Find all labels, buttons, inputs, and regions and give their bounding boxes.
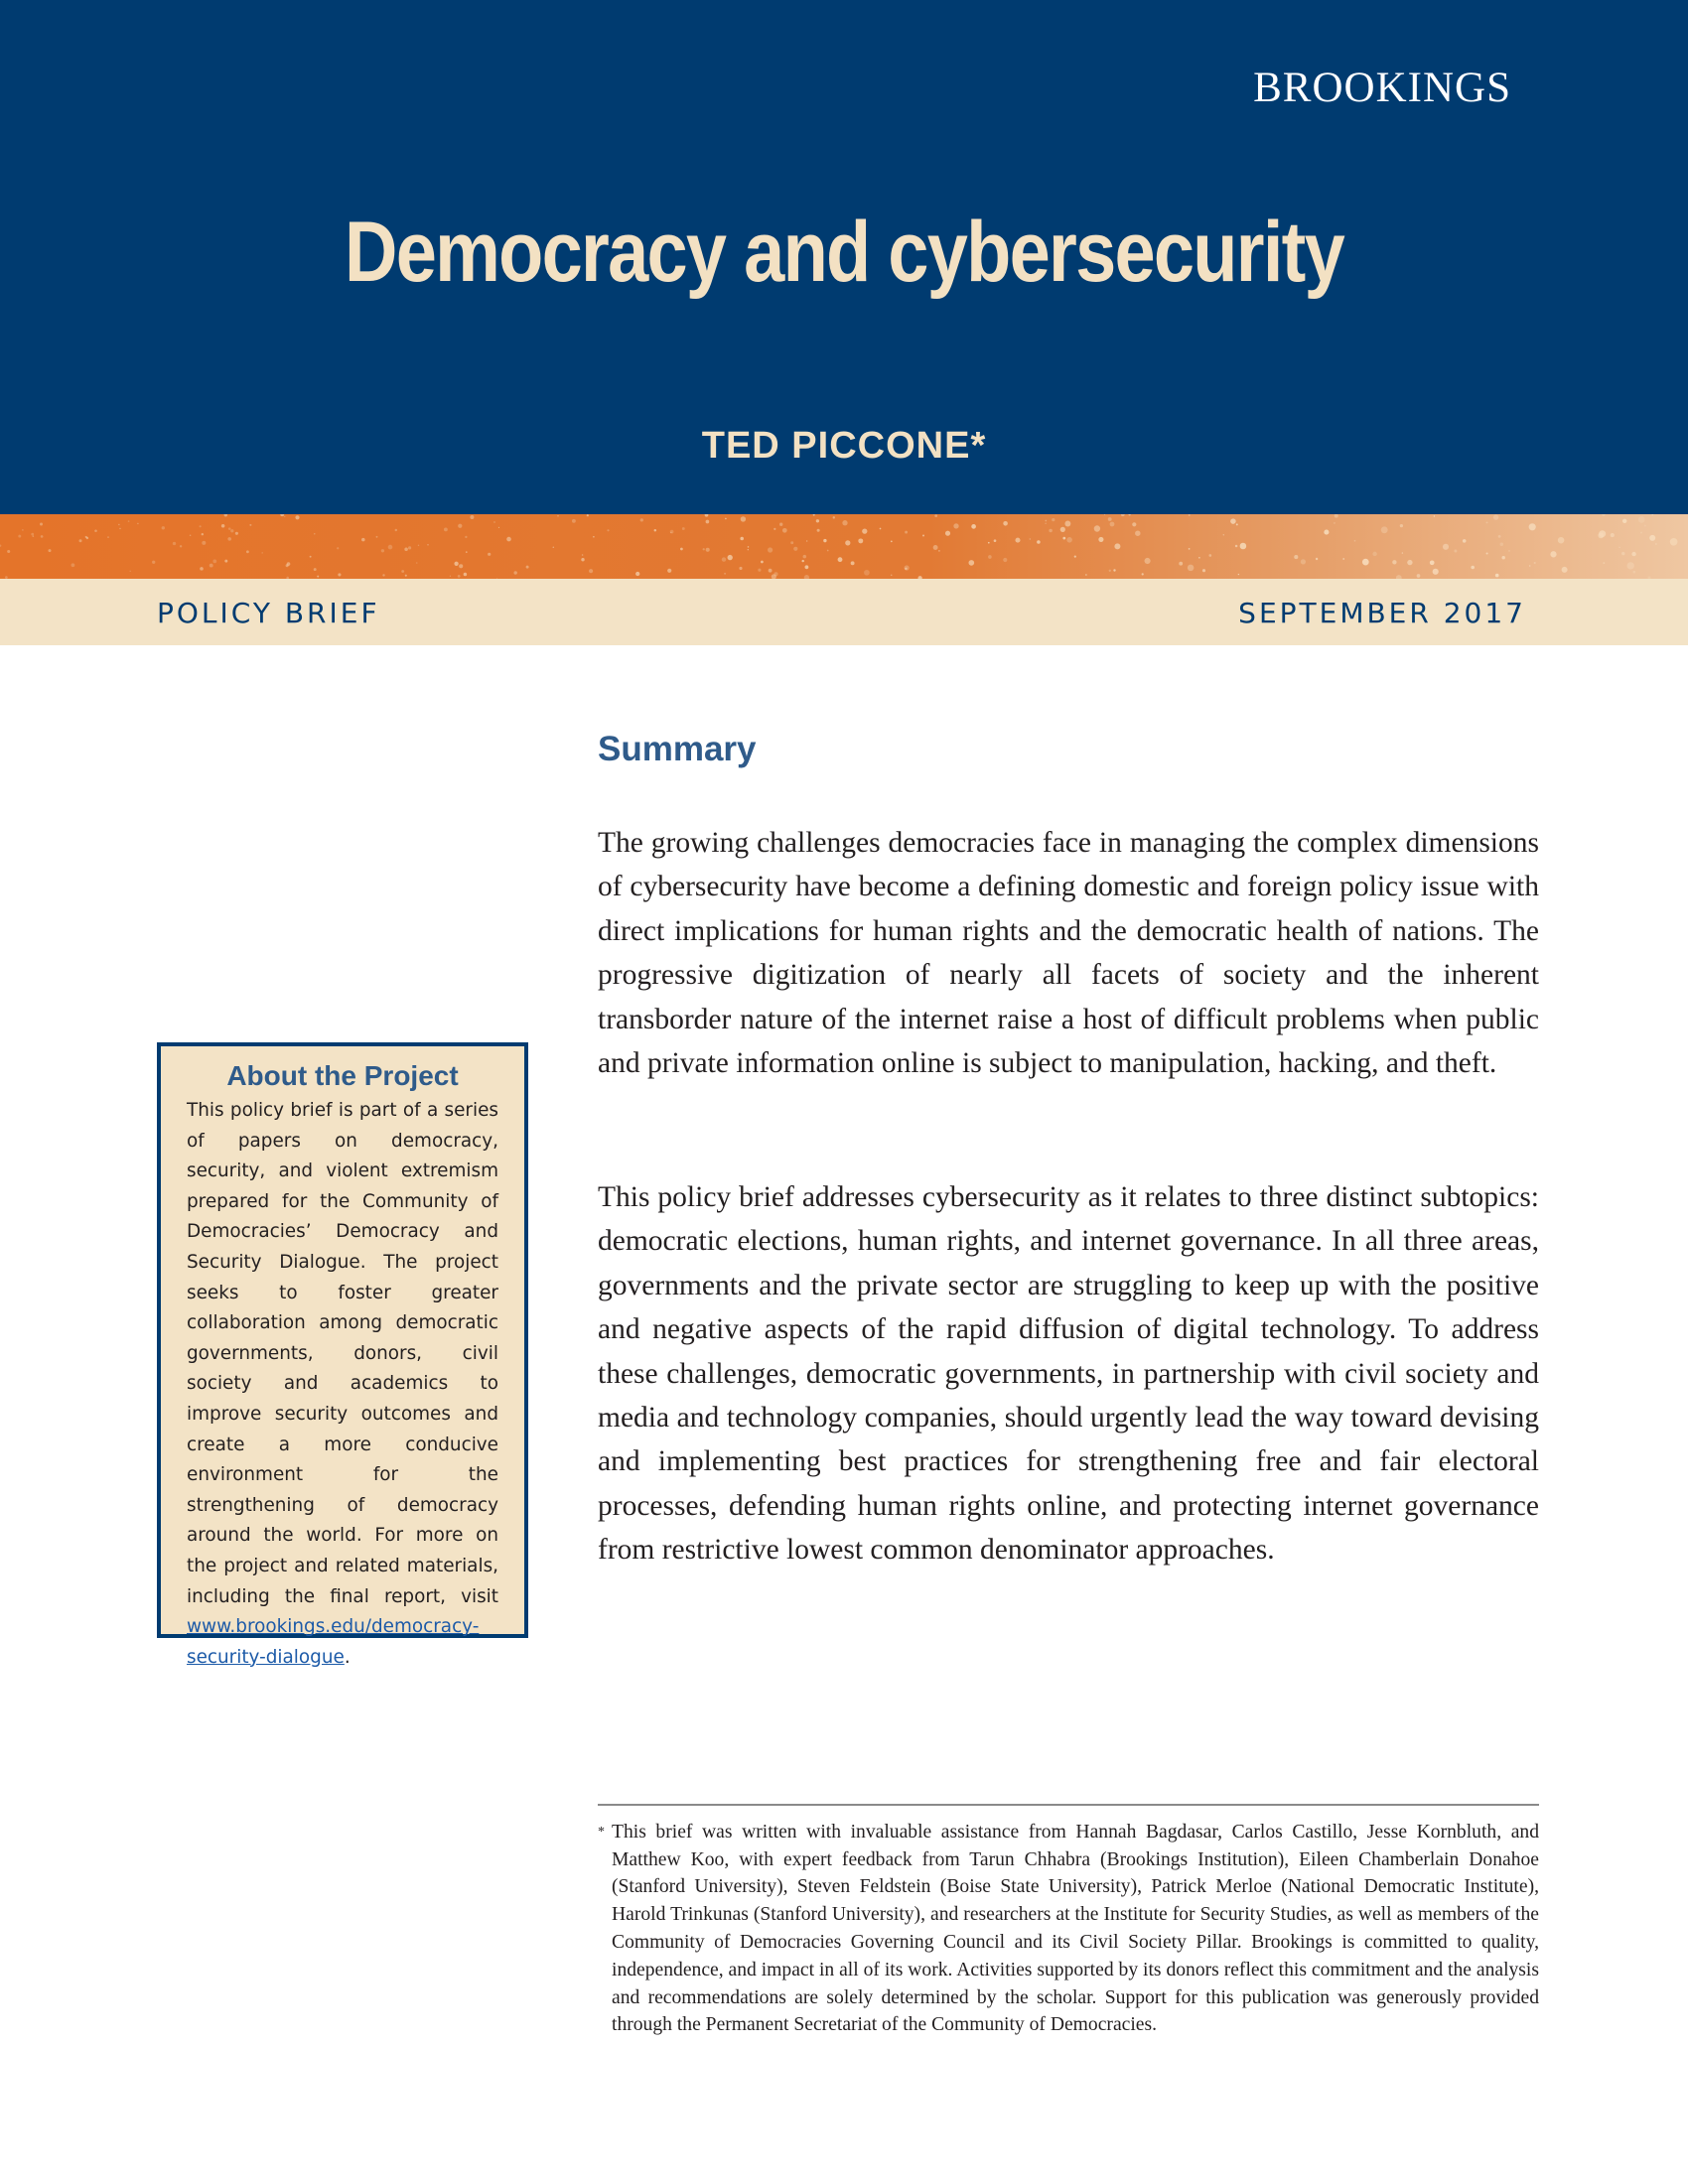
texture-speck <box>1045 523 1046 524</box>
texture-speck <box>803 555 807 559</box>
brand-logo: BROOKINGS <box>1253 65 1511 111</box>
texture-speck <box>459 564 463 568</box>
texture-speck <box>314 568 317 571</box>
texture-speck <box>49 549 52 552</box>
texture-speck <box>1372 552 1376 556</box>
texture-speck <box>891 541 893 543</box>
texture-speck <box>1223 534 1224 535</box>
texture-speck <box>741 516 746 521</box>
texture-speck <box>295 515 299 519</box>
texture-speck <box>553 546 555 548</box>
texture-speck <box>454 562 458 566</box>
texture-speck <box>1301 559 1306 564</box>
texture-speck <box>971 524 976 529</box>
texture-speck <box>1189 514 1191 516</box>
summary-heading: Summary <box>598 730 757 768</box>
texture-speck <box>466 551 468 553</box>
texture-speck <box>470 515 474 519</box>
texture-speck <box>1649 535 1655 541</box>
texture-speck <box>667 569 671 573</box>
texture-speck <box>427 544 429 546</box>
texture-speck <box>905 568 907 570</box>
texture-speck <box>1003 558 1007 562</box>
texture-speck <box>1550 551 1556 557</box>
texture-speck <box>210 564 213 568</box>
texture-speck <box>1189 548 1191 550</box>
texture-speck <box>224 560 227 563</box>
texture-speck <box>680 548 683 551</box>
texture-speck <box>805 565 809 569</box>
texture-speck <box>862 528 867 533</box>
texture-speck <box>1640 532 1642 534</box>
texture-speck <box>1381 526 1388 533</box>
texture-speck <box>212 560 216 564</box>
texture-speck <box>458 575 461 578</box>
texture-speck <box>376 536 378 538</box>
texture-speck <box>1627 562 1634 569</box>
texture-speck <box>1618 547 1619 548</box>
texture-speck <box>1085 574 1087 576</box>
texture-speck <box>891 574 893 576</box>
texture-speck <box>838 557 843 562</box>
texture-speck <box>513 571 516 574</box>
texture-speck <box>748 549 749 550</box>
texture-speck <box>1238 574 1239 575</box>
texture-speck <box>1402 552 1403 553</box>
texture-speck <box>1003 521 1008 526</box>
about-project-end: . <box>344 1646 351 1668</box>
texture-speck <box>988 542 990 544</box>
texture-speck <box>654 529 656 531</box>
texture-speck <box>1074 556 1076 558</box>
texture-speck <box>1064 521 1070 527</box>
texture-speck <box>33 535 35 537</box>
texture-speck <box>740 537 744 541</box>
texture-speck <box>498 527 499 528</box>
texture-speck <box>162 526 165 529</box>
texture-speck <box>337 547 339 549</box>
texture-speck <box>1049 529 1052 532</box>
texture-speck <box>593 536 595 538</box>
texture-speck <box>401 570 404 573</box>
texture-speck <box>1529 523 1536 530</box>
about-project-title: About the Project <box>226 1060 459 1091</box>
texture-speck <box>40 523 43 526</box>
texture-speck <box>1655 543 1656 544</box>
texture-speck <box>1529 565 1531 567</box>
texture-speck <box>1362 559 1369 566</box>
texture-speck <box>404 548 408 552</box>
texture-speck <box>724 573 726 575</box>
orange-texture-band <box>0 514 1688 579</box>
texture-speck <box>458 524 462 528</box>
texture-speck <box>1508 550 1510 552</box>
publication-date: SEPTEMBER 2017 <box>1238 597 1526 629</box>
texture-speck <box>1062 537 1065 540</box>
texture-speck <box>1188 565 1195 572</box>
summary-paragraph-2: This policy brief addresses cybersecurity as it relates to three distinct subtopics: democratic elections, human rights, and internet governance. In all three areas, governments and the private sector are struggling to keep up with the positive and negative aspects of the rapid diffusion of digital technology. To address these challenges, democratic governments, in partnership with civil society and media and technology companies, should urgently lead the way toward devising and implementing best practices for strengthening free and fair electoral processes, defending human rights online, and protecting internet governance from restrictive lowest common denominator approaches. <box>598 1181 1539 1567</box>
texture-speck <box>670 530 674 534</box>
texture-speck <box>388 545 393 550</box>
texture-speck <box>988 555 992 559</box>
texture-speck <box>1236 523 1238 525</box>
texture-speck <box>119 528 121 530</box>
texture-speck <box>464 573 468 577</box>
texture-speck <box>1029 538 1031 540</box>
texture-speck <box>722 557 726 561</box>
texture-speck <box>71 563 75 567</box>
texture-speck <box>1208 554 1211 557</box>
texture-speck <box>864 570 870 576</box>
texture-speck <box>779 523 782 526</box>
texture-speck <box>845 540 850 545</box>
texture-speck <box>827 550 829 552</box>
texture-speck <box>1631 552 1635 556</box>
texture-speck <box>758 569 761 572</box>
texture-speck <box>1334 522 1336 524</box>
texture-speck <box>1670 538 1678 546</box>
texture-speck <box>1486 521 1488 523</box>
page-title: Democracy and cybersecurity <box>345 205 1343 300</box>
texture-speck <box>180 545 182 547</box>
texture-speck <box>1094 525 1100 531</box>
texture-speck <box>361 538 365 542</box>
texture-speck <box>1471 566 1475 570</box>
texture-speck <box>1066 537 1072 543</box>
texture-speck <box>526 566 529 569</box>
texture-speck <box>506 537 511 542</box>
texture-speck <box>1135 530 1140 535</box>
publication-info-bar <box>0 579 1688 645</box>
texture-speck <box>444 527 448 531</box>
texture-speck <box>1430 560 1435 565</box>
texture-speck <box>395 529 397 531</box>
texture-speck <box>1294 555 1298 559</box>
texture-speck <box>557 515 558 516</box>
texture-speck <box>190 535 192 537</box>
texture-speck <box>817 529 820 532</box>
texture-speck <box>1108 517 1112 521</box>
texture-speck <box>338 573 341 576</box>
texture-speck <box>953 523 958 528</box>
texture-speck <box>129 571 130 572</box>
texture-speck <box>1434 515 1435 516</box>
texture-speck <box>1400 524 1403 527</box>
texture-speck <box>1202 569 1205 572</box>
about-project-box <box>157 1042 528 1668</box>
cover-header <box>0 0 1688 514</box>
texture-speck <box>1198 557 1200 559</box>
texture-speck <box>587 514 589 516</box>
texture-speck <box>801 560 803 562</box>
texture-speck <box>768 547 773 552</box>
texture-speck <box>938 550 940 552</box>
texture-speck <box>310 556 312 558</box>
texture-speck <box>1240 543 1247 550</box>
texture-speck <box>1443 544 1449 550</box>
texture-speck <box>94 529 97 532</box>
texture-speck <box>1498 535 1501 538</box>
texture-speck <box>581 558 584 561</box>
texture-speck <box>589 569 593 573</box>
texture-speck <box>1132 522 1136 526</box>
texture-speck <box>793 547 797 551</box>
texture-speck <box>851 561 855 565</box>
about-project-text <box>187 1096 498 1673</box>
texture-speck <box>706 520 710 524</box>
texture-speck <box>22 529 24 531</box>
texture-speck <box>1534 562 1536 564</box>
texture-speck <box>79 539 82 542</box>
texture-speck <box>1486 552 1488 554</box>
texture-speck <box>493 521 495 523</box>
texture-speck <box>1142 573 1144 575</box>
texture-speck <box>1463 539 1467 543</box>
texture-speck <box>1114 543 1120 549</box>
summary-paragraph-1: The growing challenges democracies face in managing the complex dimensions of cybersecurity have become a defining domestic and foreign policy issue with direct implications for human rights and the democratic health of nations. The progressive digitization of nearly all facets of society and the inherent transborder nature of the internet raise a host of difficult problems when public and private information online is subject to manipulation, hacking, and theft. <box>598 827 1539 1080</box>
texture-speck <box>1611 533 1615 537</box>
texture-speck <box>994 539 997 542</box>
texture-speck <box>1392 560 1396 564</box>
texture-speck <box>1501 556 1504 559</box>
texture-speck <box>934 514 937 517</box>
footnote-text: This brief was written with invaluable assistance from Hannah Bagdasar, Carlos Castillo, Jesse Kornbluth, and Matthew Koo, with expert feedback from Tarun Chhabra (Brookings Institution), Eileen Chamberlain Donahoe (Stanford University), Steven Feldstein (Boise State University), Patrick Merloe (National Democratic Institute), Harold Trinkunas (Stanford University), and researchers at the Institute for Security Studies, as well as members of the Community of Democracies Governing Council and its Civil Society Pillar. Brookings is committed to quality, independence, and impact in all of its work. Activities supported by its donors reflect this commitment and the analysis and recommendations are solely determined by the scholar. Support for this publication was generously provided through the Permanent Secretariat of the Community of Democracies. <box>612 1821 1539 2036</box>
texture-speck <box>682 527 685 530</box>
texture-speck <box>1598 533 1604 539</box>
texture-speck <box>200 525 202 527</box>
texture-speck <box>739 567 742 570</box>
texture-speck <box>1015 538 1020 543</box>
texture-speck <box>1316 558 1318 560</box>
texture-speck <box>1500 542 1504 546</box>
project-link[interactable]: www.brookings.edu/democracy-security-dialogue <box>187 1616 480 1668</box>
texture-speck <box>137 523 139 525</box>
texture-speck <box>806 540 807 541</box>
texture-speck <box>1558 537 1565 544</box>
texture-speck <box>408 546 411 549</box>
texture-speck <box>202 533 204 535</box>
texture-speck <box>774 528 775 530</box>
texture-speck <box>202 541 206 545</box>
texture-speck <box>1493 514 1498 519</box>
texture-speck <box>246 550 249 553</box>
texture-speck <box>1113 569 1115 571</box>
texture-speck <box>41 535 44 538</box>
texture-speck <box>1052 518 1055 521</box>
texture-speck <box>748 546 750 548</box>
texture-speck <box>1109 570 1111 572</box>
texture-speck <box>858 538 863 543</box>
texture-speck <box>450 576 451 577</box>
texture-speck <box>1603 562 1605 564</box>
texture-speck <box>1145 558 1151 564</box>
texture-speck <box>488 553 491 556</box>
texture-speck <box>761 561 764 564</box>
texture-speck <box>842 520 847 525</box>
texture-speck <box>1045 520 1047 522</box>
footnote <box>598 1819 1539 2039</box>
texture-speck <box>235 532 238 535</box>
texture-speck <box>1037 540 1041 544</box>
texture-speck <box>1060 527 1065 532</box>
texture-speck <box>107 536 109 538</box>
texture-speck <box>381 549 384 552</box>
texture-speck <box>173 542 176 545</box>
texture-speck <box>1342 558 1344 560</box>
texture-speck <box>228 527 231 530</box>
texture-speck <box>1644 525 1646 527</box>
document-type: POLICY BRIEF <box>157 597 380 629</box>
texture-speck <box>284 516 285 517</box>
texture-speck <box>1110 522 1115 527</box>
texture-speck <box>728 555 733 560</box>
texture-speck <box>227 537 231 541</box>
texture-speck <box>317 576 319 578</box>
texture-speck <box>1354 540 1356 542</box>
texture-speck <box>1433 569 1439 575</box>
texture-speck <box>1407 560 1412 565</box>
texture-speck <box>774 572 777 576</box>
texture-speck <box>7 550 10 553</box>
texture-speck <box>922 535 924 537</box>
texture-speck <box>465 536 467 538</box>
texture-speck <box>790 541 793 544</box>
texture-speck <box>1632 571 1635 574</box>
texture-speck <box>287 562 291 566</box>
author-name: TED PICCONE* <box>701 425 987 467</box>
texture-speck <box>1562 567 1568 573</box>
texture-speck <box>582 554 584 556</box>
texture-speck <box>230 529 233 532</box>
texture-speck <box>1324 530 1329 535</box>
texture-speck <box>725 518 727 520</box>
texture-speck <box>118 524 119 525</box>
texture-speck <box>1417 574 1421 578</box>
texture-speck <box>1638 516 1645 523</box>
texture-speck <box>416 562 418 564</box>
texture-speck <box>221 524 225 528</box>
texture-speck <box>261 552 263 554</box>
texture-speck <box>1621 552 1624 555</box>
texture-speck <box>703 548 705 550</box>
texture-speck <box>31 533 34 536</box>
texture-speck <box>418 545 419 546</box>
texture-speck <box>128 520 130 522</box>
texture-speck <box>85 536 87 538</box>
texture-speck <box>1454 550 1457 553</box>
texture-speck <box>635 572 639 576</box>
texture-speck <box>1622 519 1626 523</box>
texture-speck <box>823 539 826 542</box>
texture-speck <box>572 519 576 523</box>
texture-speck <box>382 574 384 576</box>
texture-speck <box>1495 574 1499 578</box>
texture-speck <box>607 529 609 531</box>
texture-speck <box>1230 518 1236 524</box>
texture-speck <box>314 533 315 534</box>
texture-speck <box>933 545 938 550</box>
about-project-body: This policy brief is part of a series of papers on democracy, security, and violent extremism prepared for the Community of Democracies’ Democracy and Security Dialogue. The project seeks to foster greater collaboration among democratic governments, donors, civil society and academics to improve security outcomes and create a more conducive environment for the strengthening of democracy around the world. For more on the project and related materials, including the final report, visit <box>187 1100 498 1607</box>
texture-speck <box>1235 545 1238 548</box>
footnote-divider <box>598 1804 1539 1806</box>
footnote-marker: * <box>598 1825 605 1840</box>
texture-speck <box>905 531 908 534</box>
texture-speck <box>640 518 643 521</box>
texture-speck <box>18 535 21 538</box>
texture-speck <box>200 567 204 571</box>
texture-speck <box>833 516 835 518</box>
texture-speck <box>782 528 787 533</box>
texture-speck <box>816 519 819 522</box>
texture-speck <box>706 548 710 552</box>
texture-speck <box>769 569 773 573</box>
texture-speck <box>945 531 950 536</box>
texture-speck <box>1179 562 1183 566</box>
texture-speck <box>405 575 407 577</box>
texture-speck <box>249 524 251 526</box>
texture-speck <box>1098 537 1103 542</box>
texture-speck <box>152 561 155 564</box>
texture-speck <box>880 528 882 530</box>
texture-speck <box>968 560 974 566</box>
